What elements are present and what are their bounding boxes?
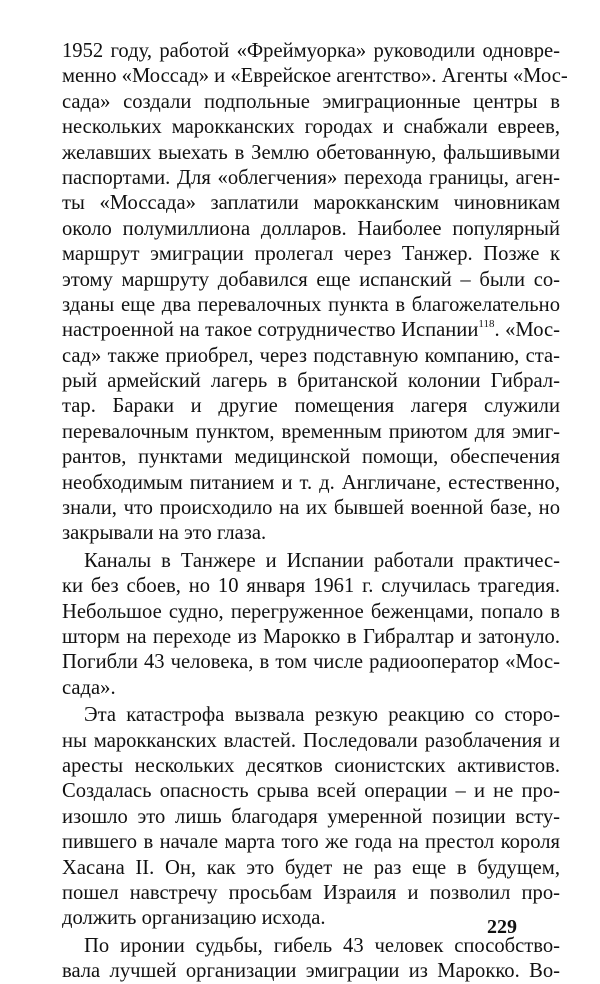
text-line: перевалочным пунктом, временным приютом для эмиг- (62, 420, 560, 443)
paragraph-1 (62, 39, 568, 547)
text-line: рантов, пунктами медицинской помощи, обеспечения (62, 446, 560, 469)
text-line: вала лучшей организации эмиграции из Марокко. Во- (62, 960, 560, 983)
text-line: паспортами. Для «облегчения» перехода границы, аген- (62, 166, 560, 189)
text-line: менно «Моссад» и «Еврейское агентство». Агенты «Мос- (62, 65, 568, 88)
text-line: знали, что происходило на их бывшей военной базе, но (62, 497, 560, 520)
text-line: нескольких марокканских городах и снабжали евреев, (62, 116, 560, 139)
paragraph-2 (62, 549, 560, 701)
text-line: Создалась опасность срыва всей операции – и не про- (62, 780, 560, 803)
text-line: изошло это лишь благодаря умеренной позиции всту- (62, 805, 560, 828)
text-line: Хасана II. Он, как это будет не раз еще в будущем, (62, 856, 560, 879)
text-line: желавших выехать в Землю обетованную, фальшивыми (62, 141, 560, 164)
text-line: сад» также приобрел, через подставную компанию, ста- (62, 344, 560, 367)
body-text (62, 39, 568, 984)
text-line: пившего в начале марта того же года на престол короля (62, 831, 560, 854)
text-line: должить организацию исхода. (62, 907, 326, 930)
page-number: 229 (487, 916, 517, 938)
paragraph-3 (62, 703, 560, 932)
text-line: необходимым питанием и т. д. Англичане, естественно, (62, 471, 560, 494)
text-line: сада» создали подпольные эмиграционные центры в (62, 90, 560, 113)
text-line: сада». (62, 676, 116, 699)
text-line: ки без сбоев, но 10 января 1961 г. случилась трагедия. (62, 575, 560, 598)
text-line: маршрут эмиграции пролегал через Танжер. Позже к (62, 243, 560, 266)
text-line: этому маршруту добавился еще испанский – были со- (62, 268, 560, 291)
text-line: 1952 году, работой «Фреймуорка» руководили одновре- (62, 40, 560, 62)
text-segment: настроенной на такое сотрудничество Испании (62, 319, 479, 342)
text-line: закрывали на это глаза. (62, 522, 267, 545)
text-segment: . «Мос- (494, 319, 561, 342)
text-line: аресты нескольких десятков сионистских активистов. (62, 754, 560, 777)
text-line: тар. Бараки и другие помещения лагеря служили (62, 395, 560, 418)
text-line: пошел навстречу просьбам Израиля и позволил про- (62, 881, 560, 904)
text-line: ты «Моссада» заплатили марокканским чиновникам (62, 192, 560, 215)
text-line: Небольшое судно, перегруженное беженцами, попало в (62, 600, 560, 623)
text-line: около полумиллиона долларов. Наиболее популярный (62, 217, 560, 240)
text-line: Погибли 43 человека, в том числе радиооператор «Мос- (62, 651, 560, 674)
paragraph-4 (62, 934, 560, 984)
text-line: ны марокканских властей. Последовали разоблачения и (62, 729, 560, 752)
text-line: зданы еще два перевалочных пункта в благожелательно (62, 293, 560, 316)
text-line: шторм на переходе из Марокко в Гибралтар и затонуло. (62, 625, 560, 648)
text-line: Эта катастрофа вызвала резкую реакцию со сторо- (84, 704, 560, 727)
text-line-with-footnote (62, 318, 560, 343)
footnote-reference[interactable]: 118 (478, 318, 495, 331)
text-line: По иронии судьбы, гибель 43 человек способство- (84, 934, 560, 957)
text-line: рый армейский лагерь в британской колонии Гибрал- (62, 370, 560, 393)
text-line: Каналы в Танжере и Испании работали практичес- (84, 549, 560, 572)
